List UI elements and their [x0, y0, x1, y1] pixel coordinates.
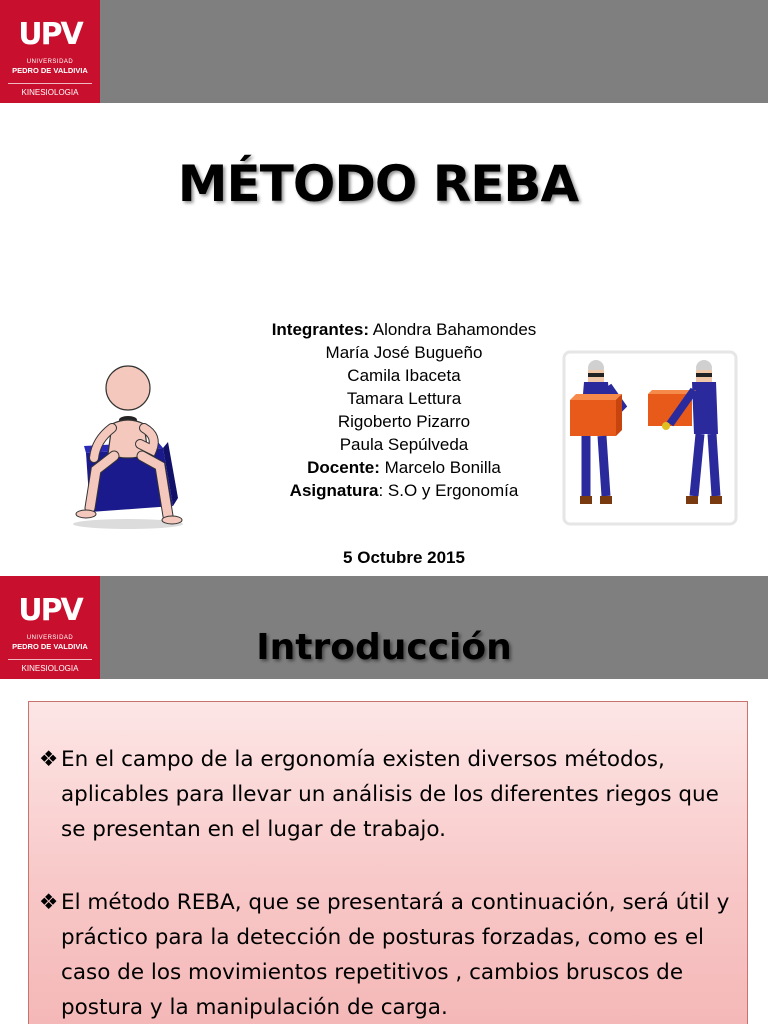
workers-carrying-boxes-illustration — [562, 350, 738, 526]
sitting-mannequin-illustration — [68, 358, 188, 530]
logo-mark: UPV — [18, 17, 82, 52]
header-bar — [0, 0, 768, 103]
bullet-diamond-icon: ❖ — [39, 890, 59, 915]
introduction-slide — [0, 576, 768, 1024]
presentation-date: 5 Octubre 2015 — [343, 548, 465, 567]
university-logo — [0, 0, 100, 103]
slide-title: Introducción — [256, 627, 512, 668]
logo-university-name: PEDRO DE VALDIVIA — [12, 66, 88, 75]
asignatura-line — [214, 479, 594, 502]
member-name: Camila Ibaceta — [347, 366, 461, 385]
bullet-item — [39, 885, 749, 1024]
logo-university-name: PEDRO DE VALDIVIA — [12, 642, 88, 651]
member-name: Rigoberto Pizarro — [337, 412, 471, 431]
credits-block — [214, 318, 594, 502]
bullet-text: El método REBA, que se presentará a continuación, será útil y práctico para la detección de posturas forzadas, como es el caso de los movimientos repetitivos , cambios bruscos de postura y la manipulación de carga. — [61, 890, 730, 1020]
bullet-diamond-icon: ❖ — [39, 747, 59, 772]
asignatura-label: Asignatura — [289, 481, 379, 500]
logo-university-label: UNIVERSIDAD — [26, 635, 74, 641]
logo-divider — [8, 83, 92, 84]
member-name: Tamara Lettura — [346, 389, 462, 408]
member-name: Alondra Bahamondes — [372, 320, 537, 339]
integrantes-label: Integrantes: — [271, 320, 369, 339]
logo-department: KINESIOLOGIA — [21, 664, 79, 673]
logo-department: KINESIOLOGIA — [21, 88, 79, 97]
member-name: Paula Sepúlveda — [339, 435, 469, 454]
content-box — [28, 701, 748, 1024]
logo-mark: UPV — [18, 593, 82, 628]
members-line-1 — [214, 318, 594, 341]
docente-line — [214, 456, 594, 479]
member-name: María José Bugueño — [325, 343, 483, 362]
bullet-text: En el campo de la ergonomía existen diversos métodos, aplicables para llevar un análisis de los diferentes riegos que se presentan en el lugar de trabajo. — [61, 747, 719, 842]
university-logo — [0, 576, 100, 679]
docente-name: Marcelo Bonilla — [384, 458, 501, 477]
asignatura-name: : S.O y Ergonomía — [378, 481, 519, 500]
logo-university-label: UNIVERSIDAD — [26, 59, 74, 65]
bullet-item — [39, 742, 749, 847]
slide-title: MÉTODO REBA — [177, 155, 579, 213]
logo-divider — [8, 659, 92, 660]
docente-label: Docente: — [307, 458, 380, 477]
